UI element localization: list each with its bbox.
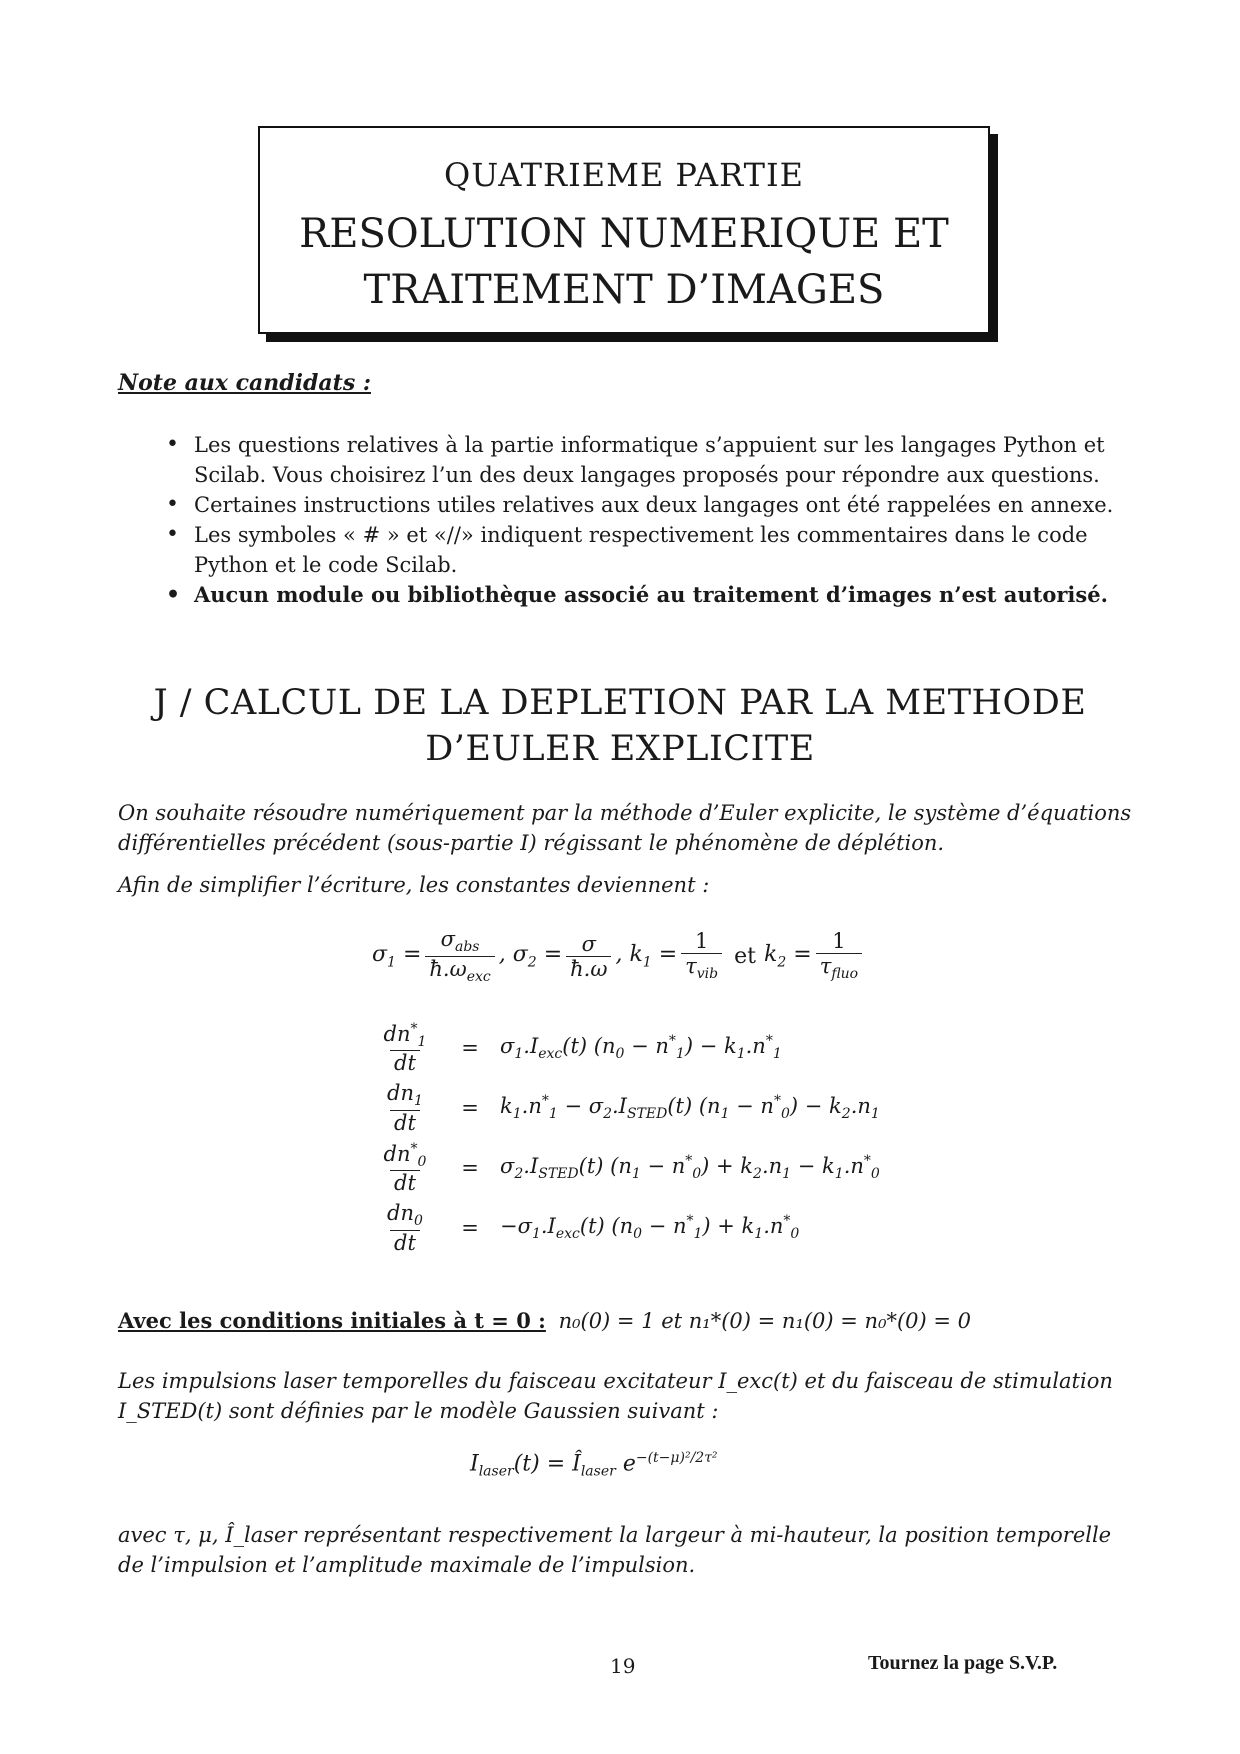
section-title-line1: J / CALCUL DE LA DEPLETION PAR LA METHODE — [153, 683, 1087, 723]
note-bullet: • Les symboles « # » et «//» indiquent respectivement les commentaires dans le code Python et le code Scilab. — [160, 520, 1130, 580]
note-bullet: • Les questions relatives à la partie informatique s’appuient sur les langages Python et Scilab. Vous choisirez l’un des deux langages proposés pour répondre aux questions. — [160, 430, 1130, 490]
constants-intro: Afin de simplifier l’écriture, les constantes deviennent : — [118, 873, 710, 897]
section-title — [100, 680, 1140, 772]
part-title-line1: RESOLUTION NUMERIQUE ET — [299, 211, 949, 257]
turn-page-note: Tournez la page S.V.P. — [868, 1652, 1058, 1674]
intro-paragraph: On souhaite résoudre numériquement par la méthode d’Euler explicite, le système d’équations différentielles précédent (sous-partie I) régissant le phénomène de déplétion. — [118, 801, 1132, 855]
initial-conditions-label: Avec les conditions initiales à t = 0 : — [118, 1308, 546, 1333]
equation-dn1: $\frac{dn_1}{dt}$ = $k_1.n^*_1 - \sigma_2.I_{STED}(t) (n_1 - n^*_0) - k_2.n_1$ — [387, 1081, 880, 1135]
note-bullet: • Certaines instructions utiles relatives aux deux langages ont été rappelées en annexe. — [160, 490, 1130, 520]
laser-parameters-paragraph: avec τ, μ, Î_laser représentant respectivement la largeur à mi-hauteur, la position temporelle de l’impulsion et l’amplitude maximale de l’impulsion. — [118, 1523, 1112, 1577]
initial-conditions — [118, 1308, 971, 1333]
note-title: Note aux candidats : — [118, 370, 371, 396]
differential-equations — [370, 1018, 880, 1258]
initial-conditions-values: n₀(0) = 1 et n₁*(0) = n₁(0) = n₀*(0) = 0 — [558, 1309, 972, 1333]
laser-paragraph: Les impulsions laser temporelles du faisceau excitateur I_exc(t) et du faisceau de stimulation I_STED(t) sont définies par le modèle Gaussien suivant : — [118, 1369, 1113, 1423]
constants-formula: $\sigma_1$ = $\frac{\sigma_{abs}}{ħ.\omega_{exc}}$ , $\sigma_2$ = $\frac{\sigma}{ħ.\omega}$ , $k_1$ = $\frac{1}{\tau_{vib}}$ et $k_2$ = $\frac{1}{\tau_{fluo}}$ — [372, 920, 866, 992]
gaussian-laser-formula: $I_{laser}(t)$ = $Î_{laser}$ $e^{-(t-\mu)^2/2\tau^2}$ — [470, 1450, 718, 1480]
note-bullet-bold: • Aucun module ou bibliothèque associé au traitement d’images n’est autorisé. — [160, 580, 1130, 610]
part-title-box — [258, 126, 990, 334]
part-title-line2: TRAITEMENT D’IMAGES — [363, 267, 885, 313]
page-number: 19 — [610, 1654, 636, 1678]
part-label: QUATRIEME PARTIE — [444, 156, 804, 194]
section-title-line2: D’EULER EXPLICITE — [425, 729, 815, 769]
equation-dn0star: $\frac{dn^*_0}{dt}$ = $\sigma_2.I_{STED}(t) (n_1 - n^*_0) + k_2.n_1 - k_1.n^*_0$ — [383, 1140, 880, 1196]
equation-dn1star: $\frac{dn^*_1}{dt}$ = $\sigma_1.I_{exc}(t) (n_0 - n^*_1) - k_1.n^*_1$ — [383, 1020, 782, 1076]
equation-dn0: $\frac{dn_0}{dt}$ = $-\sigma_1.I_{exc}(t) (n_0 - n^*_1) + k_1.n^*_0$ — [387, 1201, 800, 1255]
note-bullet-list — [160, 430, 1130, 610]
